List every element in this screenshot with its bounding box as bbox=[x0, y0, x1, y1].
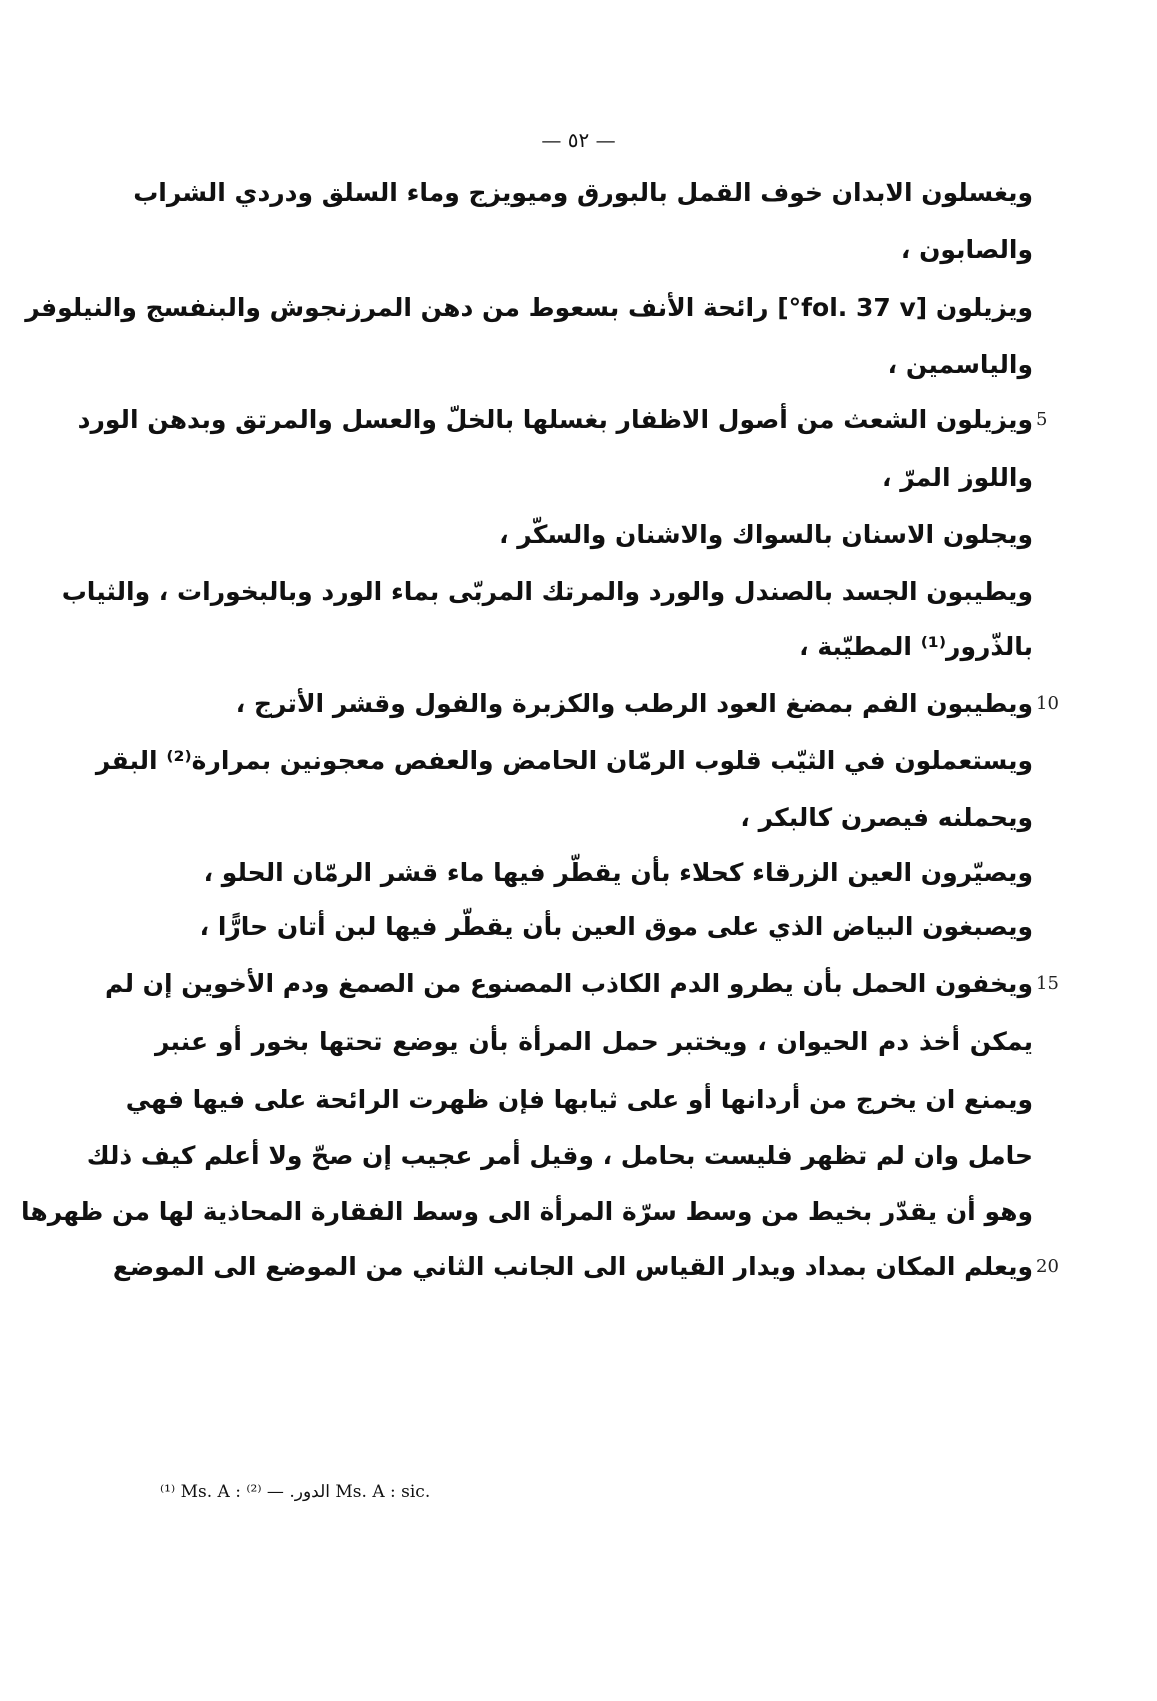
text-line-13: ويصيّرون العين الزرقاء كحلاء بأن يقطّر فيها ماء قشر الرمّان الحلو ، bbox=[203, 858, 1033, 887]
footnotes: ⁽¹⁾ Ms. A : الدور. — ⁽²⁾ Ms. A : sic. bbox=[160, 1482, 431, 1502]
text-line-8: ويطيبون الجسد بالصندل والورد والمرتك المربّى بماء الورد وبالبخورات ، والثياب bbox=[61, 577, 1033, 606]
text-line-12: ويحملنه فيصرن كالبكر ، bbox=[740, 803, 1033, 832]
text-line-16: يمكن أخذ دم الحيوان ، ويختبر حمل المرأة بأن يوضع تحتها بخور أو عنبر bbox=[155, 1027, 1033, 1056]
text-line-18: حامل وان لم تظهر فليست بحامل ، وقيل أمر عجيب إن صحّ ولا أعلم كيف ذلك bbox=[86, 1141, 1033, 1170]
text-line-4: والياسمين ، bbox=[887, 350, 1033, 379]
text-line-10: ويطيبون الفم بمضغ العود الرطب والكزبرة والفول وقشر الأترج ، bbox=[235, 689, 1033, 718]
text-line-11: ويستعملون في الثيّب قلوب الرمّان الحامض والعفص معجونين بمرارة⁽²⁾ البقر bbox=[95, 746, 1033, 775]
line-number-5: 5 bbox=[1036, 409, 1048, 430]
text-line-3: ويزيلون [fol. 37 v°] رائحة الأنف بسعوط من دهن المرزنجوش والبنفسج والنيلوفر bbox=[25, 293, 1033, 322]
text-line-2: والصابون ، bbox=[900, 235, 1033, 264]
line-number-10: 10 bbox=[1036, 693, 1059, 714]
text-line-7: ويجلون الاسنان بالسواك والاشنان والسكّر ، bbox=[499, 520, 1033, 549]
text-line-5: ويزيلون الشعث من أصول الاظفار بغسلها بالخلّ والعسل والمرتق وبدهن الورد bbox=[77, 405, 1033, 434]
line-number-20: 20 bbox=[1036, 1256, 1059, 1277]
text-line-1: ويغسلون الابدان خوف القمل بالبورق وميويزج وماء السلق ودردي الشراب bbox=[133, 178, 1033, 207]
text-line-19: وهو أن يقدّر بخيط من وسط سرّة المرأة الى وسط الفقارة المحاذية لها من ظهرها bbox=[21, 1197, 1033, 1226]
text-line-15: ويخفون الحمل بأن يطرو الدم الكاذب المصنوع من الصمغ ودم الأخوين إن لم bbox=[104, 969, 1033, 998]
page-number: — ٥٢ — bbox=[541, 128, 616, 152]
line-number-15: 15 bbox=[1036, 973, 1059, 994]
text-line-20: ويعلم المكان بمداد ويدار القياس الى الجانب الثاني من الموضع الى الموضع bbox=[112, 1252, 1033, 1281]
text-line-17: ويمنع ان يخرج من أردانها أو على ثيابها فإن ظهرت الرائحة على فيها فهي bbox=[125, 1085, 1033, 1114]
text-line-6: واللوز المرّ ، bbox=[882, 463, 1033, 492]
text-line-14: ويصبغون البياض الذي على موق العين بأن يقطّر فيها لبن أتان حارًّا ، bbox=[199, 912, 1033, 941]
text-line-9: بالذّرور⁽¹⁾ المطيّبة ، bbox=[799, 632, 1033, 661]
